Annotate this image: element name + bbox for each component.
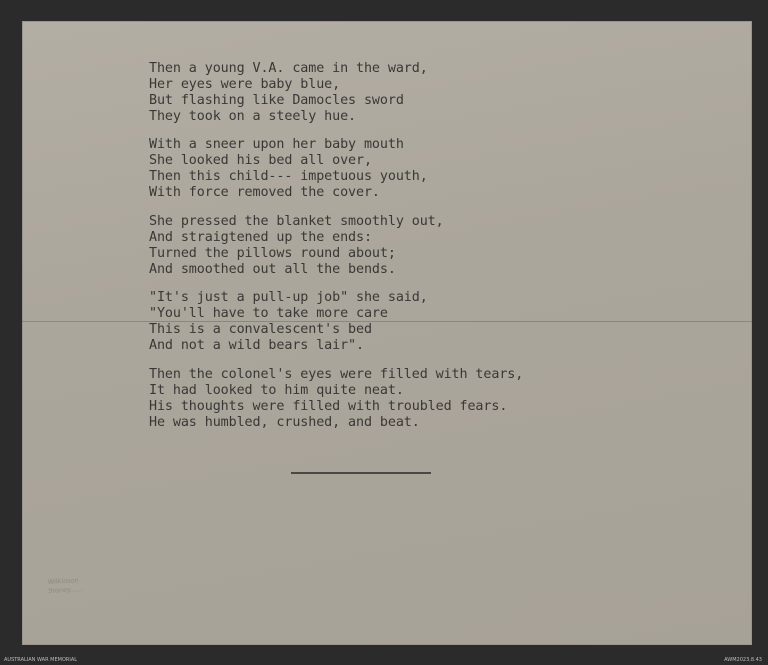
poem-line: Then a young V.A. came in the ward,	[149, 61, 428, 76]
poem-line: Then the colonel's eyes were filled with tears,	[149, 367, 524, 382]
poem-line: She pressed the blanket smoothly out,	[149, 214, 444, 229]
footer-catalog-id: AWM2023.8.43	[724, 657, 762, 663]
poem-line: And smoothed out all the bends.	[149, 262, 396, 277]
poem-line: He was humbled, crushed, and beat.	[149, 415, 420, 430]
poem-line: With force removed the cover.	[149, 185, 380, 200]
typed-page	[22, 21, 752, 645]
poem-line: And straigtened up the ends:	[149, 230, 372, 245]
divider-rule	[291, 472, 431, 474]
pencil-annotation	[48, 576, 83, 596]
stanza-2	[149, 137, 428, 201]
poem-line: They took on a steely hue.	[149, 109, 357, 124]
archive-footer	[0, 656, 768, 665]
poem-line: Turned the pillows round about;	[149, 246, 396, 261]
pencil-line: Stoney......	[48, 585, 83, 595]
pencil-line: Wilkinson	[47, 576, 80, 586]
poem-line: "It's just a pull-up job" she said,	[149, 290, 428, 305]
poem-line: This is a convalescent's bed	[149, 322, 372, 337]
poem-line: But flashing like Damocles sword	[149, 93, 404, 108]
stanza-1	[149, 61, 428, 125]
stanza-5	[149, 367, 523, 431]
poem-line: She looked his bed all over,	[149, 153, 372, 168]
poem-line: With a sneer upon her baby mouth	[149, 137, 404, 152]
stanza-4	[149, 290, 428, 354]
poem-line: His thoughts were filled with troubled fears.	[149, 399, 508, 414]
poem-line: Her eyes were baby blue,	[149, 77, 341, 92]
poem-line: And not a wild bears lair".	[149, 338, 364, 353]
poem-line: Then this child--- impetuous youth,	[149, 169, 428, 184]
poem-line: It had looked to him quite neat.	[149, 383, 404, 398]
stanza-3	[149, 214, 444, 278]
poem-line: "You'll have to take more care	[149, 306, 388, 321]
footer-institution: AUSTRALIAN WAR MEMORIAL	[4, 657, 78, 663]
